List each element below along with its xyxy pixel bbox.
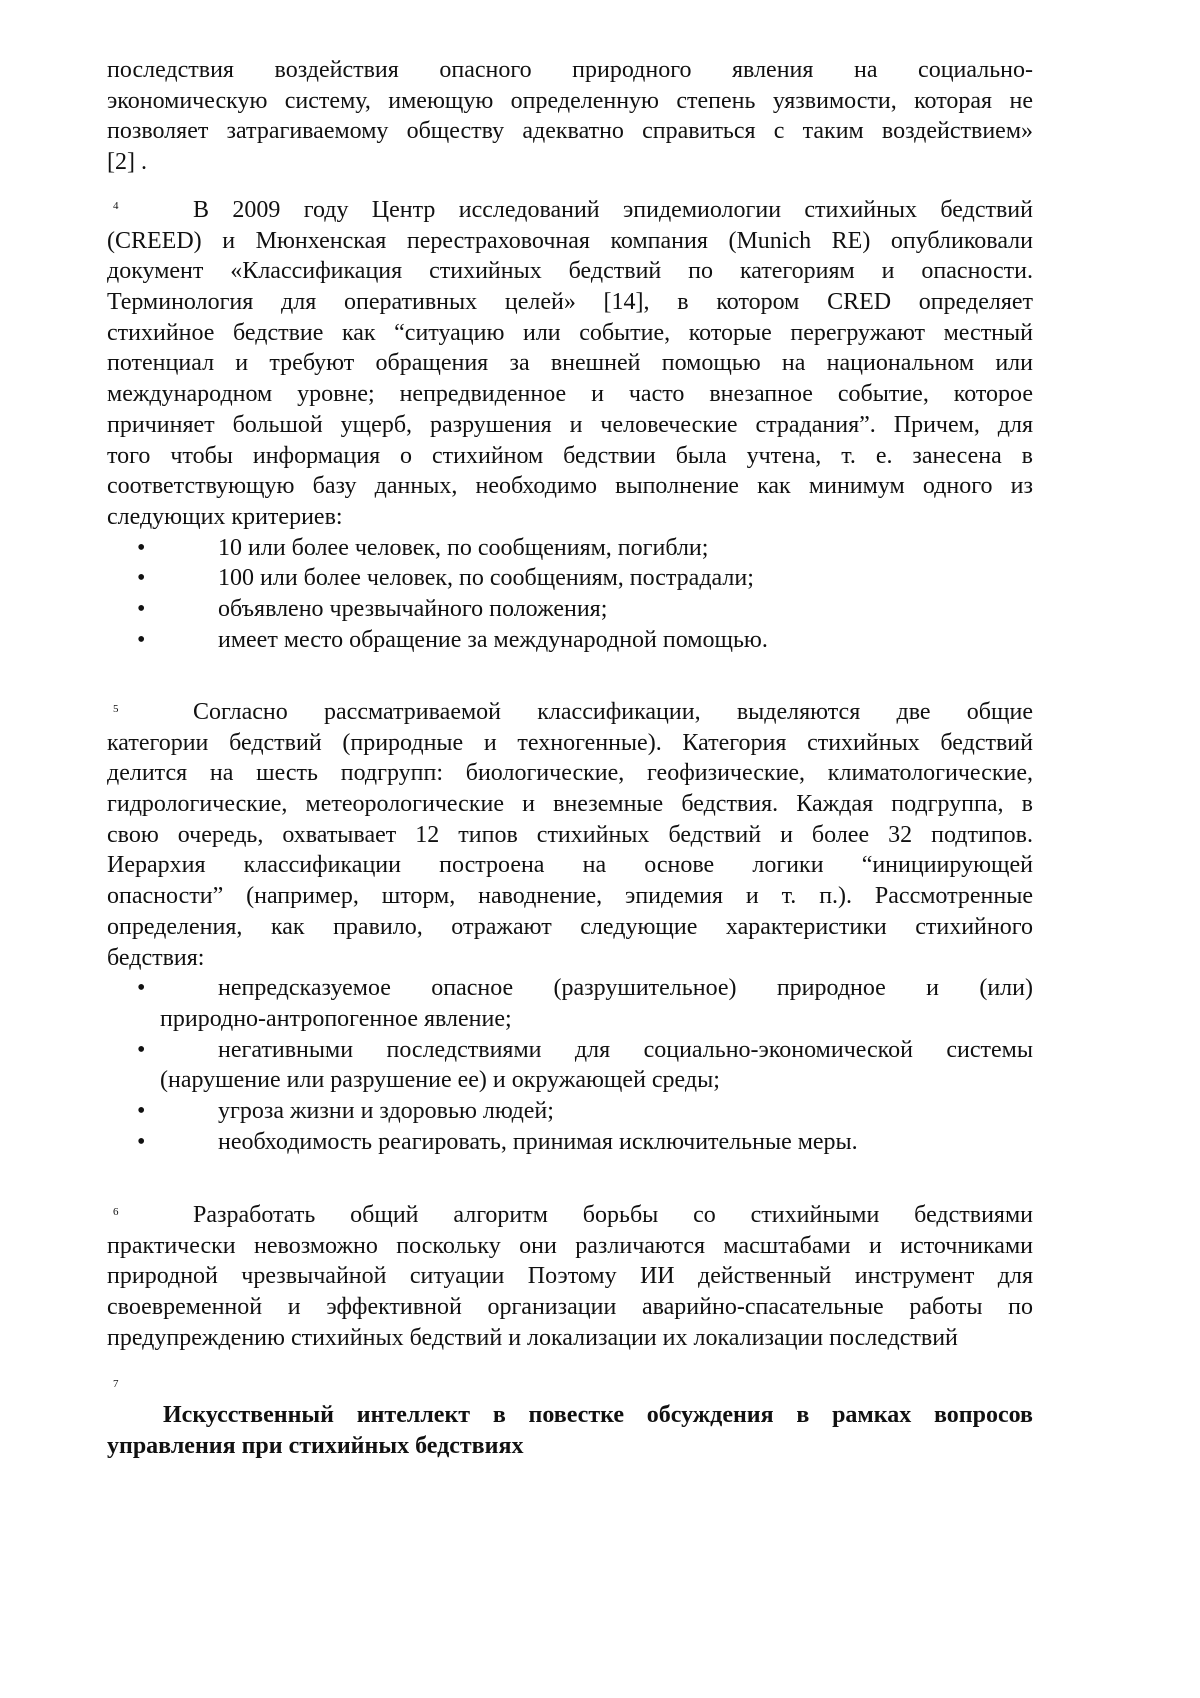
bullet-icon: • (137, 533, 145, 564)
paragraph-number: 4 (113, 200, 119, 212)
bullet-item (107, 563, 1033, 594)
bullet-item (107, 1035, 1033, 1066)
text-line: бедствия: (107, 943, 1033, 974)
text-line: определения, как правило, отражают следующие характеристики стихийного (107, 912, 1033, 943)
bullet-item (107, 1096, 1033, 1127)
bullet-icon: • (137, 625, 145, 656)
bullet-text: 10 или более человек, по сообщениям, погибли; (218, 535, 708, 561)
paragraph-number: 5 (113, 703, 119, 715)
text-line: международном уровне; непредвиденное и часто внезапное событие, которое (107, 379, 1033, 410)
text-line: того чтобы информация о стихийном бедствии была учтена, т. е. занесена в (107, 441, 1033, 472)
text-line: последствия воздействия опасного природного явления на социально- (107, 55, 1033, 86)
text-line: причиняет большой ущерб, разрушения и человеческие страдания”. Причем, для (107, 410, 1033, 441)
bullet-item (107, 594, 1033, 625)
text-line: [2] . (107, 147, 1033, 178)
bullet-icon: • (137, 594, 145, 625)
text-line: следующих критериев: (107, 502, 1033, 533)
text-line: природно-антропогенное явление; (107, 1004, 1033, 1035)
text-line: позволяет затрагиваемому обществу адекватно справиться с таким воздействием» (107, 116, 1033, 147)
bullet-icon: • (137, 973, 145, 1004)
bullet-text: объявлено чрезвычайного положения; (218, 596, 607, 622)
text-line: стихийное бедствие как “ситуацию или событие, которые перегружают местный (107, 318, 1033, 349)
text-line: (CREED) и Мюнхенская перестраховочная компания (Munich RE) опубликовали (107, 226, 1033, 257)
bullet-item (107, 1127, 1033, 1158)
text-line: практически невозможно поскольку они различаются масштабами и источниками (107, 1231, 1033, 1262)
text-line: потенциал и требуют обращения за внешней помощью на национальном или (107, 348, 1033, 379)
bullet-text: 100 или более человек, по сообщениям, пострадали; (218, 565, 754, 591)
text-line: экономическую систему, имеющую определенную степень уязвимости, которая не (107, 86, 1033, 117)
bullet-item (107, 973, 1033, 1004)
text-line: соответствующую базу данных, необходимо выполнение как минимум одного из (107, 471, 1033, 502)
paragraph-continuation (107, 55, 1033, 178)
section-heading (107, 1400, 1033, 1461)
bullet-item (107, 533, 1033, 564)
paragraph-4 (107, 195, 1033, 655)
text-line: категории бедствий (природные и техногенные). Категория стихийных бедствий (107, 728, 1033, 759)
bullet-icon: • (137, 563, 145, 594)
text-line: свою очередь, охватывает 12 типов стихийных бедствий и более 32 подтипов. (107, 820, 1033, 851)
paragraph-5 (107, 697, 1033, 1157)
text-line: природной чрезвычайной ситуации Поэтому ИИ действенный инструмент для (107, 1261, 1033, 1292)
paragraph-6 (107, 1200, 1033, 1353)
bullet-item (107, 625, 1033, 656)
paragraph-number: 6 (113, 1206, 119, 1218)
bullet-text: угроза жизни и здоровью людей; (218, 1098, 554, 1124)
bullet-text: непредсказуемое опасное (разрушительное) природное и (или) (218, 975, 1033, 1001)
text-line: документ «Классификация стихийных бедствий по категориям и опасности. (107, 256, 1033, 287)
text-line: предупреждению стихийных бедствий и локализации их локализации последствий (107, 1323, 1033, 1354)
bullet-icon: • (137, 1096, 145, 1127)
text-line: делится на шесть подгрупп: биологические, геофизические, климатологические, (107, 758, 1033, 789)
text-line: Разработать общий алгоритм борьбы со стихийными бедствиями (107, 1200, 1033, 1231)
text-line: гидрологические, метеорологические и внеземные бедствия. Каждая подгруппа, в (107, 789, 1033, 820)
bullet-text: негативными последствиями для социально-экономической системы (218, 1037, 1033, 1063)
text-line: Иерархия классификации построена на основе логики “инициирующей (107, 850, 1033, 881)
text-line: В 2009 году Центр исследований эпидемиологии стихийных бедствий (107, 195, 1033, 226)
bullet-icon: • (137, 1035, 145, 1066)
heading-line: управления при стихийных бедствиях (107, 1431, 1033, 1462)
bullet-icon: • (137, 1127, 145, 1158)
bullet-text: необходимость реагировать, принимая исключительные меры. (218, 1129, 858, 1155)
heading-line: Искусственный интеллект в повестке обсуждения в рамках вопросов (107, 1400, 1033, 1431)
text-line: (нарушение или разрушение ее) и окружающей среды; (107, 1065, 1033, 1096)
text-line: Терминология для оперативных целей» [14], в котором CRED определяет (107, 287, 1033, 318)
paragraph-number: 7 (113, 1378, 119, 1390)
bullet-text: имеет место обращение за международной помощью. (218, 627, 768, 653)
text-line: своевременной и эффективной организации аварийно-спасательные работы по (107, 1292, 1033, 1323)
text-line: Согласно рассматриваемой классификации, выделяются две общие (107, 697, 1033, 728)
text-line: опасности” (например, шторм, наводнение, эпидемия и т. п.). Рассмотренные (107, 881, 1033, 912)
